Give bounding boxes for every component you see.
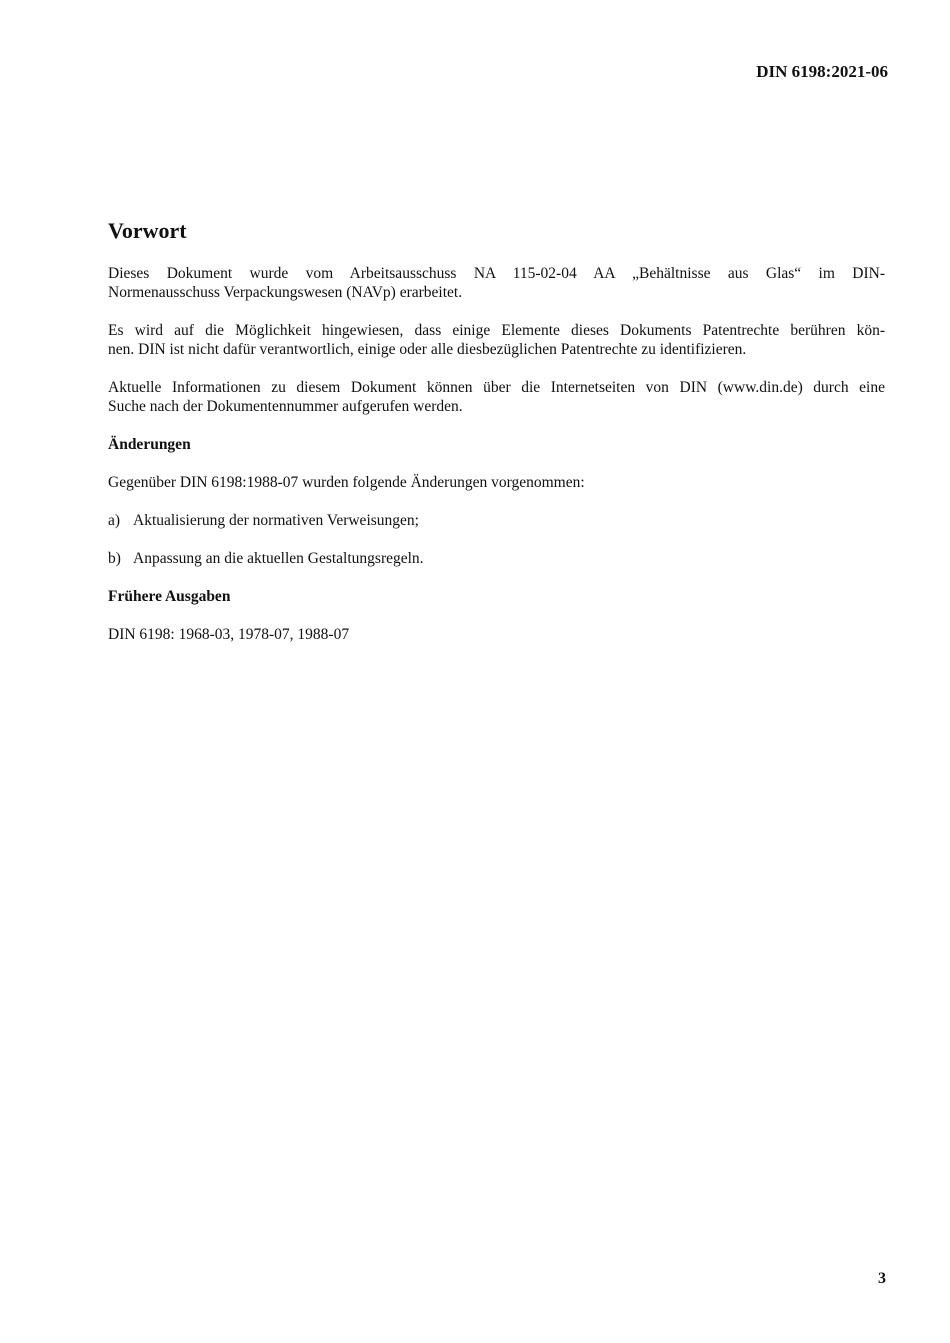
list-text: Anpassung an die aktuellen Gestaltungsregeln. <box>133 550 424 567</box>
previous-editions-text: DIN 6198: 1968-03, 1978-07, 1988-07 <box>108 626 350 643</box>
text-line: Dieses Dokument wurde vom Arbeitsausschuss NA 115-02-04 AA „Behältnisse aus Glas“ im DIN- <box>108 265 885 282</box>
list-marker: b) <box>108 550 121 567</box>
text-line: Es wird auf die Möglichkeit hingewiesen, dass einige Elemente dieses Dokuments Patentrechte berühren kön- <box>108 322 885 339</box>
text-line: nen. DIN ist nicht dafür verantwortlich, einige oder alle diesbezüglichen Patentrechte zu identifizieren. <box>108 341 747 358</box>
text-line: Normenausschuss Verpackungswesen (NAVp) erarbeitet. <box>108 284 463 301</box>
text-line: Suche nach der Dokumentennummer aufgerufen werden. <box>108 398 463 415</box>
previous-editions-heading: Frühere Ausgaben <box>108 588 231 605</box>
text-line: Aktuelle Informationen zu diesem Dokument können über die Internetseiten von DIN (www.din.de) durch eine <box>108 379 885 396</box>
paragraph <box>108 264 885 302</box>
list-item <box>108 511 885 530</box>
list-text: Aktualisierung der normativen Verweisungen; <box>133 512 419 529</box>
list-item <box>108 549 885 568</box>
paragraph <box>108 378 885 416</box>
list-marker: a) <box>108 512 121 529</box>
changes-heading: Änderungen <box>108 436 191 453</box>
page-number: 3 <box>878 1270 886 1287</box>
changes-intro: Gegenüber DIN 6198:1988-07 wurden folgende Änderungen vorgenommen: <box>108 474 585 491</box>
page-title: Vorwort <box>108 218 187 243</box>
foreword-section <box>108 218 885 663</box>
paragraph <box>108 321 885 359</box>
document-id-header: DIN 6198:2021-06 <box>756 62 888 81</box>
